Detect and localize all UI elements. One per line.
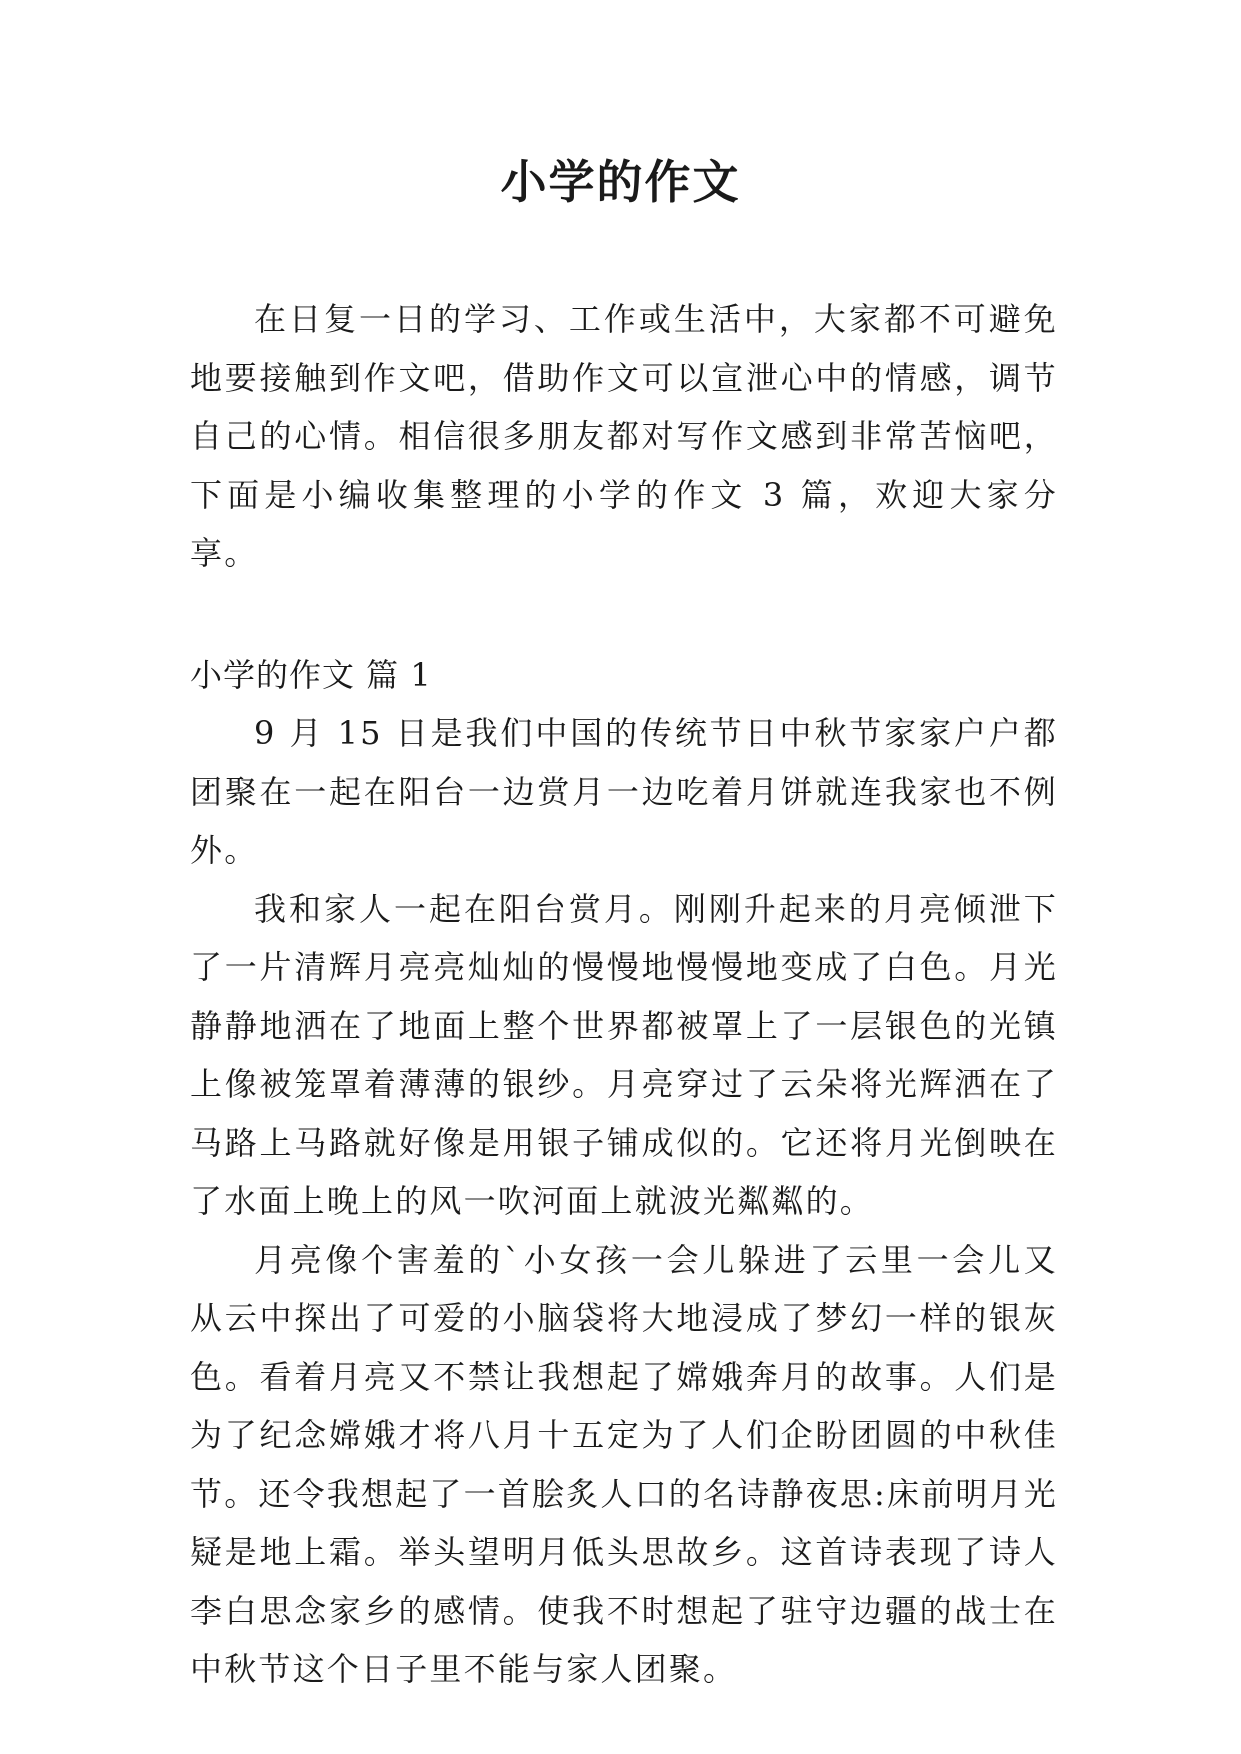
document-title: 小学的作文 xyxy=(500,155,741,209)
document-body xyxy=(190,290,1058,1699)
section-heading: 小学的作文 篇 1 xyxy=(190,655,432,694)
body-paragraph: 9 月 15 日是我们中国的传统节日中秋节家家户户都团聚在一起在阳台一边赏月一边吃着月饼就连我家也不例外。 xyxy=(190,714,1058,869)
body-paragraph: 月亮像个害羞的`小女孩一会儿躲进了云里一会儿又从云中探出了可爱的小脑袋将大地浸成了梦幻一样的银灰色。看着月亮又不禁让我想起了嫦娥奔月的故事。人们是为了纪念嫦娥才将八月十五定为了人们企盼团圆的中秋佳节。还令我想起了一首脍炙人口的名诗静夜思:床前明月光疑是地上霜。举头望明月低头思故乡。这首诗表现了诗人李白思念家乡的感情。使我不时想起了驻守边疆的战士在中秋节这个日子里不能与家人团聚。 xyxy=(190,1240,1058,1688)
intro-paragraph: 在日复一日的学习、工作或生活中，大家都不可避免地要接触到作文吧，借助作文可以宣泄心中的情感，调节自己的心情。相信很多朋友都对写作文感到非常苦恼吧，下面是小编收集整理的小学的作文 3 篇，欢迎大家分享。 xyxy=(190,300,1058,572)
body-paragraph: 我和家人一起在阳台赏月。刚刚升起来的月亮倾泄下了一片清辉月亮亮灿灿的慢慢地慢慢地变成了白色。月光静静地洒在了地面上整个世界都被罩上了一层银色的光镇上像被笼罩着薄薄的银纱。月亮穿过了云朵将光辉洒在了马路上马路就好像是用银子铺成似的。它还将月光倒映在了水面上晚上的风一吹河面上就波光粼粼的。 xyxy=(190,889,1058,1220)
